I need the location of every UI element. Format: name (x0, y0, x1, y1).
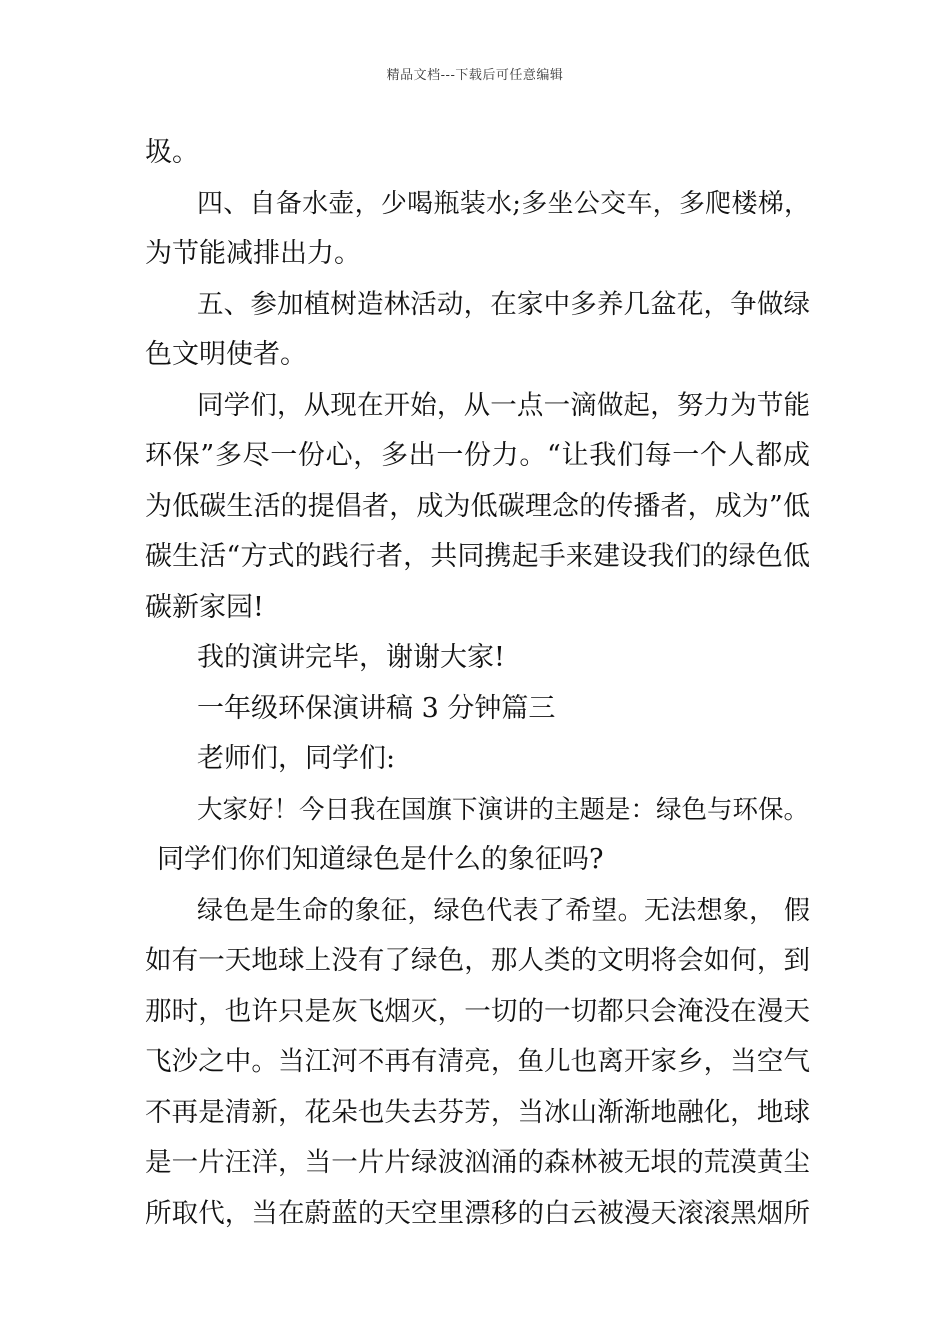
text-line: 绿色是生命的象征，绿色代表了希望。无法想象， 假 (197, 895, 810, 926)
text-line: 为节能减排出力。 (145, 238, 361, 269)
text-line: 色文明使者。 (145, 339, 307, 370)
page-header: 精品文档---下载后可任意编辑 (386, 68, 564, 83)
text-line: 飞沙之中。当江河不再有清亮，鱼儿也离开家乡，当空气 (145, 1046, 810, 1077)
text-line: 老师们，同学们: (197, 743, 396, 774)
text-line: 同学们你们知道绿色是什么的象征吗? (157, 844, 604, 875)
text-line: 如有一天地球上没有了绿色，那人类的文明将会如何，到 (145, 945, 810, 976)
text-line: 五、参加植树造林活动，在家中多养几盆花，争做绿 (197, 288, 810, 320)
text-line: 那时，也许只是灰飞烟灭，一切的一切都只会淹没在漫天 (145, 995, 810, 1027)
text-line: 是一片汪洋，当一片片绿波汹涌的森林被无垠的荒漠黄尘 (145, 1147, 810, 1178)
section-heading: 一年级环保演讲稿 3 分钟篇三 (197, 692, 556, 724)
text-line: 碳新家园! (145, 591, 264, 623)
text-line: 我的演讲完毕，谢谢大家! (197, 642, 505, 673)
text-line: 为低碳生活的提倡者，成为低碳理念的传播者，成为”低 (145, 490, 810, 522)
text-line: 环保”多尽一份心，多出一份力。“让我们每一个人都成 (145, 440, 810, 471)
text-line: 所取代，当在蔚蓝的天空里漂移的白云被漫天滚滚黑烟所 (145, 1197, 810, 1229)
text-line: 大家好！今日我在国旗下演讲的主题是：绿色与环保。 (197, 794, 810, 825)
text-line: 圾。 (145, 137, 199, 168)
text-line: 四、自备水壶，少喝瓶装水;多坐公交车，多爬楼梯， (197, 188, 810, 219)
text-line: 不再是清新，花朵也失去芬芳，当冰山渐渐地融化，地球 (145, 1096, 810, 1128)
document-body (145, 128, 810, 1239)
text-line: 同学们，从现在开始，从一点一滴做起，努力为节能 (197, 389, 810, 421)
text-line: 碳生活“方式的践行者，共同携起手来建设我们的绿色低 (145, 541, 810, 572)
